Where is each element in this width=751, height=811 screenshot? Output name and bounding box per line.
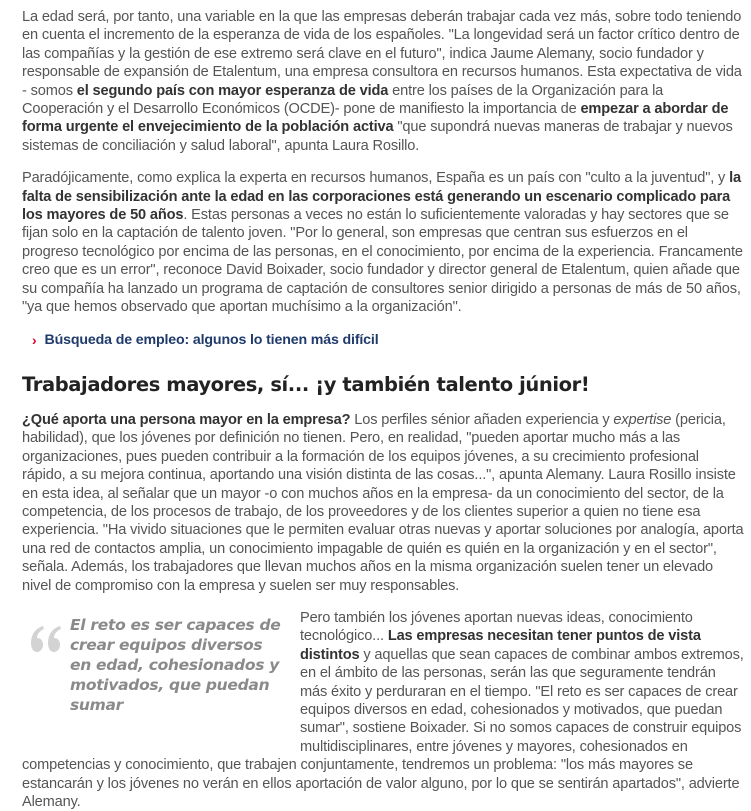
italic-term: expertise: [613, 411, 672, 428]
paragraph-que-aporta: ¿Qué aporta una persona mayor en la empresa? Los perfiles sénior añaden experiencia y expertise (pericia, habilidad), que los jóvenes por definición no tienen. Pero, en realidad, "pueden aportar mucho más a las organizaciones, pues pueden contribuir a la formación de los equipos jóvenes, a su crecimiento profesional rápido, a su mejora continua, aportando una visión distinta de las cosas...", apunta Alemany. Laura Rosillo insiste en esta idea, al señalar que un mayor -o con muchos años en la empresa- da un conocimiento del sector, de la competencia, de los procesos de trabajo, de los proveedores y de los clientes superior a quien no tiene esa experiencia. "Ha vivido situaciones que le permiten evaluar otras nuevas y aportar soluciones por analogía, aporta una red de contactos amplia, un conocimiento impagable de quién es quién en la organización y en el sector", señala. Además, los trabajadores que llevan muchos años en la misma organización suelen tener un elevado nivel de compromiso con la empresa y suelen ser muy responsables.: [22, 411, 744, 594]
pullquote: [18, 615, 286, 755]
related-article-label: Búsqueda de empleo: algunos lo tienen más difícil: [44, 331, 379, 348]
section-title: Trabajadores mayores, sí... ¡y también talento júnior!: [22, 372, 590, 396]
pullquote-section: [22, 609, 744, 811]
paragraph-esperanza-vida: La edad será, por tanto, una variable en la que las empresas deberán trabajar cada vez más, sobre todo teniendo en cuenta el incremento de la esperanza de vida de los españoles. "La longevidad será un factor crítico dentro de las compañías y la gestión de ese extremo será clave en el futuro", indica Jaume Alemany, socio fundador y responsable de expansión de Etalentum, una empresa consultora en recursos humanos. Esta expectativa de vida - somos el segundo país con mayor esperanza de vida entre los países de la Organización para la Cooperación y el Desarrollo Económicos (OCDE)- pone de manifiesto la importancia de empezar a abordar de forma urgente el envejecimiento de la población activa "que supondrá nuevas maneras de trabajar y nuevos sistemas de conciliación y salud laboral", apunta Laura Rosillo.: [22, 9, 742, 154]
paragraph-jovenes: Pero también los jóvenes aportan nuevas ideas, conocimiento tecnológico... Las empresas necesitan tener puntos de vista distintos y aquellas que sean capaces de combinar ambos extremos, en el ámbito de las personas, serán las que seguramente tendrán más éxito y perduraran en el tiempo. "El reto es ser capaces de crear equipos diversos en edad, cohesionados y motivados, que puedan sumar", sostiene Boixader. Si no somos capaces de construir equipos multidisciplinares, entre jóvenes y mayores, cohesionados en competencias y conocimiento, que trabajen conjuntamente, tendremos un problema: "los más mayores se estancarán y los jóvenes no verán en ellos aportación de valor alguno, por lo que se sentirán apartados", advierte Alemany.: [22, 609, 744, 811]
paragraph-culto-juventud: Paradójicamente, como explica la experta en recursos humanos, España es un país con "culto a la juventud", y la falta de sensibilización ante la edad en las corporaciones está generando un escenario complicado para los mayores de 50 años. Estas personas a veces no están lo suficientemente valoradas y hay sectores que se fijan solo en la captación de talento joven. "Por lo general, son empresas que centran sus esfuerzos en el progreso tecnológico por encima de las personas, en el conocimiento, por encima de la experiencia. Francamente creo que es un error", reconoce David Boixader, socio fundador y director general de Etalentum, quien añade que su compañía ha lanzado un programa de captación de consultores senior dirigido a personas de más de 50 años, "ya que hemos observado que aportan muchísimo a la organización".: [22, 170, 743, 316]
bold-highlight: el segundo país con mayor esperanza de vida: [76, 82, 389, 99]
bold-highlight: la falta de sensibilización ante la edad en las corporaciones está generando un escenario complicado para los mayores de 50 años: [22, 170, 741, 224]
bold-highlight: Las empresas necesitan tener puntos de vista distintos: [300, 628, 701, 663]
quote-icon: [28, 623, 64, 659]
chevron-right-icon: ›: [32, 331, 37, 348]
pullquote-text: El reto es ser capaces de crear equipos diversos en edad, cohesionados y motivados, que puedan sumar: [70, 615, 281, 714]
bold-highlight: ¿Qué aporta una persona mayor en la empresa?: [22, 411, 351, 428]
article-body: [22, 8, 744, 811]
related-article-link[interactable]: [32, 331, 744, 349]
bold-highlight: empezar a abordar de forma urgente el envejecimiento de la población activa: [22, 101, 729, 136]
